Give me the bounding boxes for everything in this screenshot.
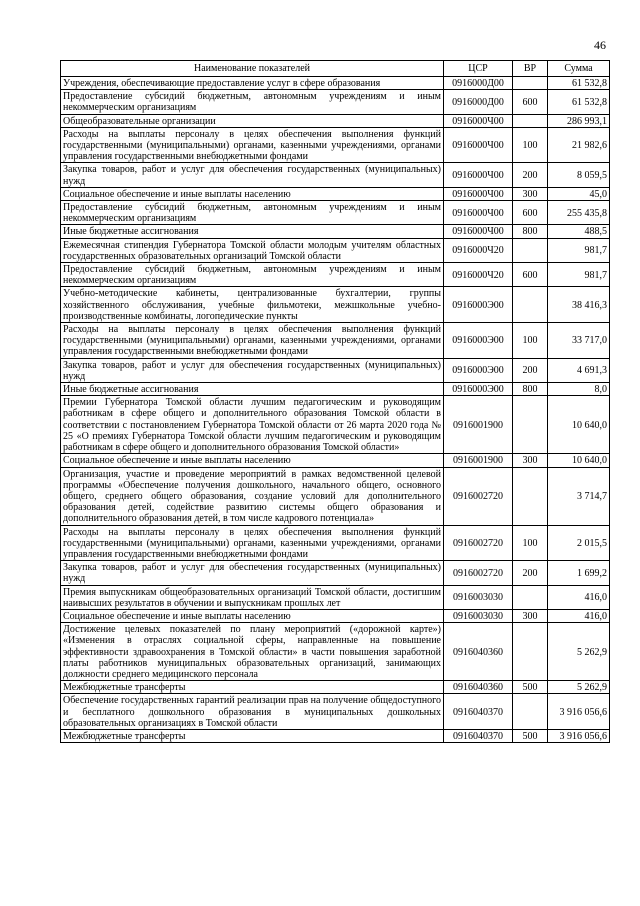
cell-csr: 0916000Ч00 bbox=[444, 127, 513, 163]
table-row bbox=[61, 609, 610, 622]
table-row bbox=[61, 623, 610, 681]
cell-vr bbox=[513, 623, 548, 681]
cell-name: Расходы на выплаты персоналу в целях обеспечения выполнения функций государственными (муниципальными) органами, казенными учреждениями, органами управления государственными внебюджетными фондами bbox=[61, 127, 444, 163]
cell-vr: 600 bbox=[513, 263, 548, 287]
cell-vr: 300 bbox=[513, 187, 548, 200]
cell-name: Закупка товаров, работ и услуг для обеспечения государственных (муниципальных) нужд bbox=[61, 358, 444, 382]
cell-name: Премии Губернатора Томской области лучшим педагогическим и руководящим работникам в сфере общего и дополнительного образования Томской области в соответствии с постановлением Губернатора Томской области от 26 марта 2020 года № 25 «О премиях Губернатора Томской области лучшим педагогическим и руководящим работникам в сфере общего и дополнительного образования Томской области» bbox=[61, 396, 444, 454]
cell-csr: 0916040360 bbox=[444, 681, 513, 694]
cell-vr: 300 bbox=[513, 609, 548, 622]
cell-csr: 0916000Д00 bbox=[444, 77, 513, 90]
cell-vr: 200 bbox=[513, 163, 548, 187]
cell-vr bbox=[513, 396, 548, 454]
cell-csr: 0916002720 bbox=[444, 467, 513, 525]
cell-csr: 0916001900 bbox=[444, 454, 513, 467]
page-number: 46 bbox=[594, 38, 606, 52]
cell-name: Учреждения, обеспечивающие предоставление услуг в сфере образования bbox=[61, 77, 444, 90]
cell-csr: 0916000Д00 bbox=[444, 90, 513, 114]
cell-vr: 100 bbox=[513, 525, 548, 561]
cell-csr: 0916000Э00 bbox=[444, 383, 513, 396]
cell-name: Социальное обеспечение и иные выплаты населению bbox=[61, 454, 444, 467]
cell-sum: 45,0 bbox=[548, 187, 610, 200]
cell-name: Учебно-методические кабинеты, централизованные бухгалтерии, группы хозяйственного обслуживания, учебные фильмотеки, межшкольные учебно-производственные комбинаты, логопедические пункты bbox=[61, 287, 444, 323]
cell-name: Общеобразовательные организации bbox=[61, 114, 444, 127]
table-row bbox=[61, 238, 610, 262]
cell-vr bbox=[513, 77, 548, 90]
table-row bbox=[61, 525, 610, 561]
table-row bbox=[61, 225, 610, 238]
cell-name: Предоставление субсидий бюджетным, автономным учреждениям и иным некоммерческим организациям bbox=[61, 201, 444, 225]
cell-name: Предоставление субсидий бюджетным, автономным учреждениям и иным некоммерческим организациям bbox=[61, 90, 444, 114]
cell-csr: 0916000Э00 bbox=[444, 358, 513, 382]
table-row bbox=[61, 187, 610, 200]
table-row bbox=[61, 323, 610, 359]
table-row bbox=[61, 287, 610, 323]
cell-csr: 0916000Ч00 bbox=[444, 201, 513, 225]
cell-sum: 21 982,6 bbox=[548, 127, 610, 163]
cell-name: Обеспечение государственных гарантий реализации прав на получение общедоступного и бесплатного дошкольного образования в муниципальных дошкольных образовательных организациях в Томской области bbox=[61, 694, 444, 730]
table-row bbox=[61, 561, 610, 585]
table-row bbox=[61, 358, 610, 382]
cell-vr: 500 bbox=[513, 729, 548, 742]
cell-name: Расходы на выплаты персоналу в целях обеспечения выполнения функций государственными (муниципальными) органами, казенными учреждениями, органами управления государственными внебюджетными фондами bbox=[61, 323, 444, 359]
cell-vr bbox=[513, 287, 548, 323]
table-row bbox=[61, 263, 610, 287]
cell-sum: 981,7 bbox=[548, 238, 610, 262]
cell-vr bbox=[513, 694, 548, 730]
cell-sum: 5 262,9 bbox=[548, 623, 610, 681]
cell-vr bbox=[513, 114, 548, 127]
cell-name: Организация, участие и проведение мероприятий в рамках ведомственной целевой программы «Обеспечение получения дошкольного, начального общего, основного общего, среднего общего образования, создание условий для дополнительного образования детей, содействие развитию системы общего образования и дополнительного образования детей, в том числе кадрового потенциала» bbox=[61, 467, 444, 525]
header-csr: ЦСР bbox=[444, 61, 513, 77]
cell-csr: 0916000Ч00 bbox=[444, 225, 513, 238]
table-row bbox=[61, 163, 610, 187]
cell-name: Социальное обеспечение и иные выплаты населению bbox=[61, 187, 444, 200]
cell-name: Достижение целевых показателей по плану мероприятий («дорожной карте») «Изменения в отраслях социальной сферы, направленные на повышение эффективности здравоохранения в Томской области» в части повышения заработной платы работников муниципальных образовательных организаций, занимающих должности среднего медицинского персонала bbox=[61, 623, 444, 681]
cell-name: Премия выпускникам общеобразовательных организаций Томской области, достигшим наивысших результатов в обучении и выпускникам прошлых лет bbox=[61, 585, 444, 609]
cell-csr: 0916000Ч00 bbox=[444, 114, 513, 127]
table-row bbox=[61, 681, 610, 694]
cell-csr: 0916003030 bbox=[444, 585, 513, 609]
cell-vr bbox=[513, 238, 548, 262]
table-row bbox=[61, 90, 610, 114]
cell-csr: 0916040370 bbox=[444, 694, 513, 730]
table-row bbox=[61, 114, 610, 127]
cell-sum: 8 059,5 bbox=[548, 163, 610, 187]
cell-sum: 286 993,1 bbox=[548, 114, 610, 127]
cell-csr: 0916040360 bbox=[444, 623, 513, 681]
cell-name: Закупка товаров, работ и услуг для обеспечения государственных (муниципальных) нужд bbox=[61, 163, 444, 187]
cell-sum: 5 262,9 bbox=[548, 681, 610, 694]
cell-name: Закупка товаров, работ и услуг для обеспечения государственных (муниципальных) нужд bbox=[61, 561, 444, 585]
cell-vr: 300 bbox=[513, 454, 548, 467]
header-name: Наименование показателей bbox=[61, 61, 444, 77]
cell-sum: 416,0 bbox=[548, 585, 610, 609]
cell-name: Предоставление субсидий бюджетным, автономным учреждениям и иным некоммерческим организациям bbox=[61, 263, 444, 287]
cell-name: Иные бюджетные ассигнования bbox=[61, 225, 444, 238]
cell-csr: 0916000Ч00 bbox=[444, 163, 513, 187]
table-header-row bbox=[61, 61, 610, 77]
cell-name: Межбюджетные трансферты bbox=[61, 681, 444, 694]
cell-sum: 33 717,0 bbox=[548, 323, 610, 359]
cell-sum: 981,7 bbox=[548, 263, 610, 287]
cell-name: Ежемесячная стипендия Губернатора Томской области молодым учителям областных государственных образовательных организаций Томской области bbox=[61, 238, 444, 262]
table-row bbox=[61, 585, 610, 609]
cell-vr: 500 bbox=[513, 681, 548, 694]
table-row bbox=[61, 396, 610, 454]
cell-sum: 2 015,5 bbox=[548, 525, 610, 561]
cell-vr: 600 bbox=[513, 90, 548, 114]
cell-sum: 255 435,8 bbox=[548, 201, 610, 225]
cell-vr: 200 bbox=[513, 561, 548, 585]
cell-name: Расходы на выплаты персоналу в целях обеспечения выполнения функций государственными (муниципальными) органами, казенными учреждениями, органами управления государственными внебюджетными фондами bbox=[61, 525, 444, 561]
cell-vr: 100 bbox=[513, 323, 548, 359]
cell-csr: 0916000Ч20 bbox=[444, 263, 513, 287]
cell-sum: 8,0 bbox=[548, 383, 610, 396]
header-sum: Сумма bbox=[548, 61, 610, 77]
cell-csr: 0916001900 bbox=[444, 396, 513, 454]
cell-vr: 100 bbox=[513, 127, 548, 163]
table-row bbox=[61, 201, 610, 225]
cell-csr: 0916000Ч20 bbox=[444, 238, 513, 262]
cell-csr: 0916040370 bbox=[444, 729, 513, 742]
table-row bbox=[61, 467, 610, 525]
cell-sum: 10 640,0 bbox=[548, 396, 610, 454]
table-row bbox=[61, 383, 610, 396]
cell-sum: 3 916 056,6 bbox=[548, 729, 610, 742]
cell-csr: 0916002720 bbox=[444, 561, 513, 585]
cell-name: Иные бюджетные ассигнования bbox=[61, 383, 444, 396]
cell-name: Межбюджетные трансферты bbox=[61, 729, 444, 742]
cell-name: Социальное обеспечение и иные выплаты населению bbox=[61, 609, 444, 622]
cell-vr: 200 bbox=[513, 358, 548, 382]
cell-vr: 600 bbox=[513, 201, 548, 225]
table-row bbox=[61, 77, 610, 90]
cell-csr: 0916002720 bbox=[444, 525, 513, 561]
cell-vr bbox=[513, 585, 548, 609]
cell-vr: 800 bbox=[513, 225, 548, 238]
cell-sum: 61 532,8 bbox=[548, 90, 610, 114]
header-vr: ВР bbox=[513, 61, 548, 77]
cell-csr: 0916000Ч00 bbox=[444, 187, 513, 200]
cell-csr: 0916000Э00 bbox=[444, 287, 513, 323]
table-row bbox=[61, 127, 610, 163]
budget-table bbox=[60, 60, 610, 743]
cell-vr bbox=[513, 467, 548, 525]
cell-sum: 1 699,2 bbox=[548, 561, 610, 585]
table-row bbox=[61, 729, 610, 742]
cell-sum: 61 532,8 bbox=[548, 77, 610, 90]
table-row bbox=[61, 694, 610, 730]
cell-sum: 38 416,3 bbox=[548, 287, 610, 323]
cell-sum: 3 714,7 bbox=[548, 467, 610, 525]
cell-sum: 4 691,3 bbox=[548, 358, 610, 382]
cell-sum: 416,0 bbox=[548, 609, 610, 622]
table-row bbox=[61, 454, 610, 467]
cell-sum: 3 916 056,6 bbox=[548, 694, 610, 730]
cell-vr: 800 bbox=[513, 383, 548, 396]
cell-csr: 0916000Э00 bbox=[444, 323, 513, 359]
cell-csr: 0916003030 bbox=[444, 609, 513, 622]
cell-sum: 488,5 bbox=[548, 225, 610, 238]
cell-sum: 10 640,0 bbox=[548, 454, 610, 467]
